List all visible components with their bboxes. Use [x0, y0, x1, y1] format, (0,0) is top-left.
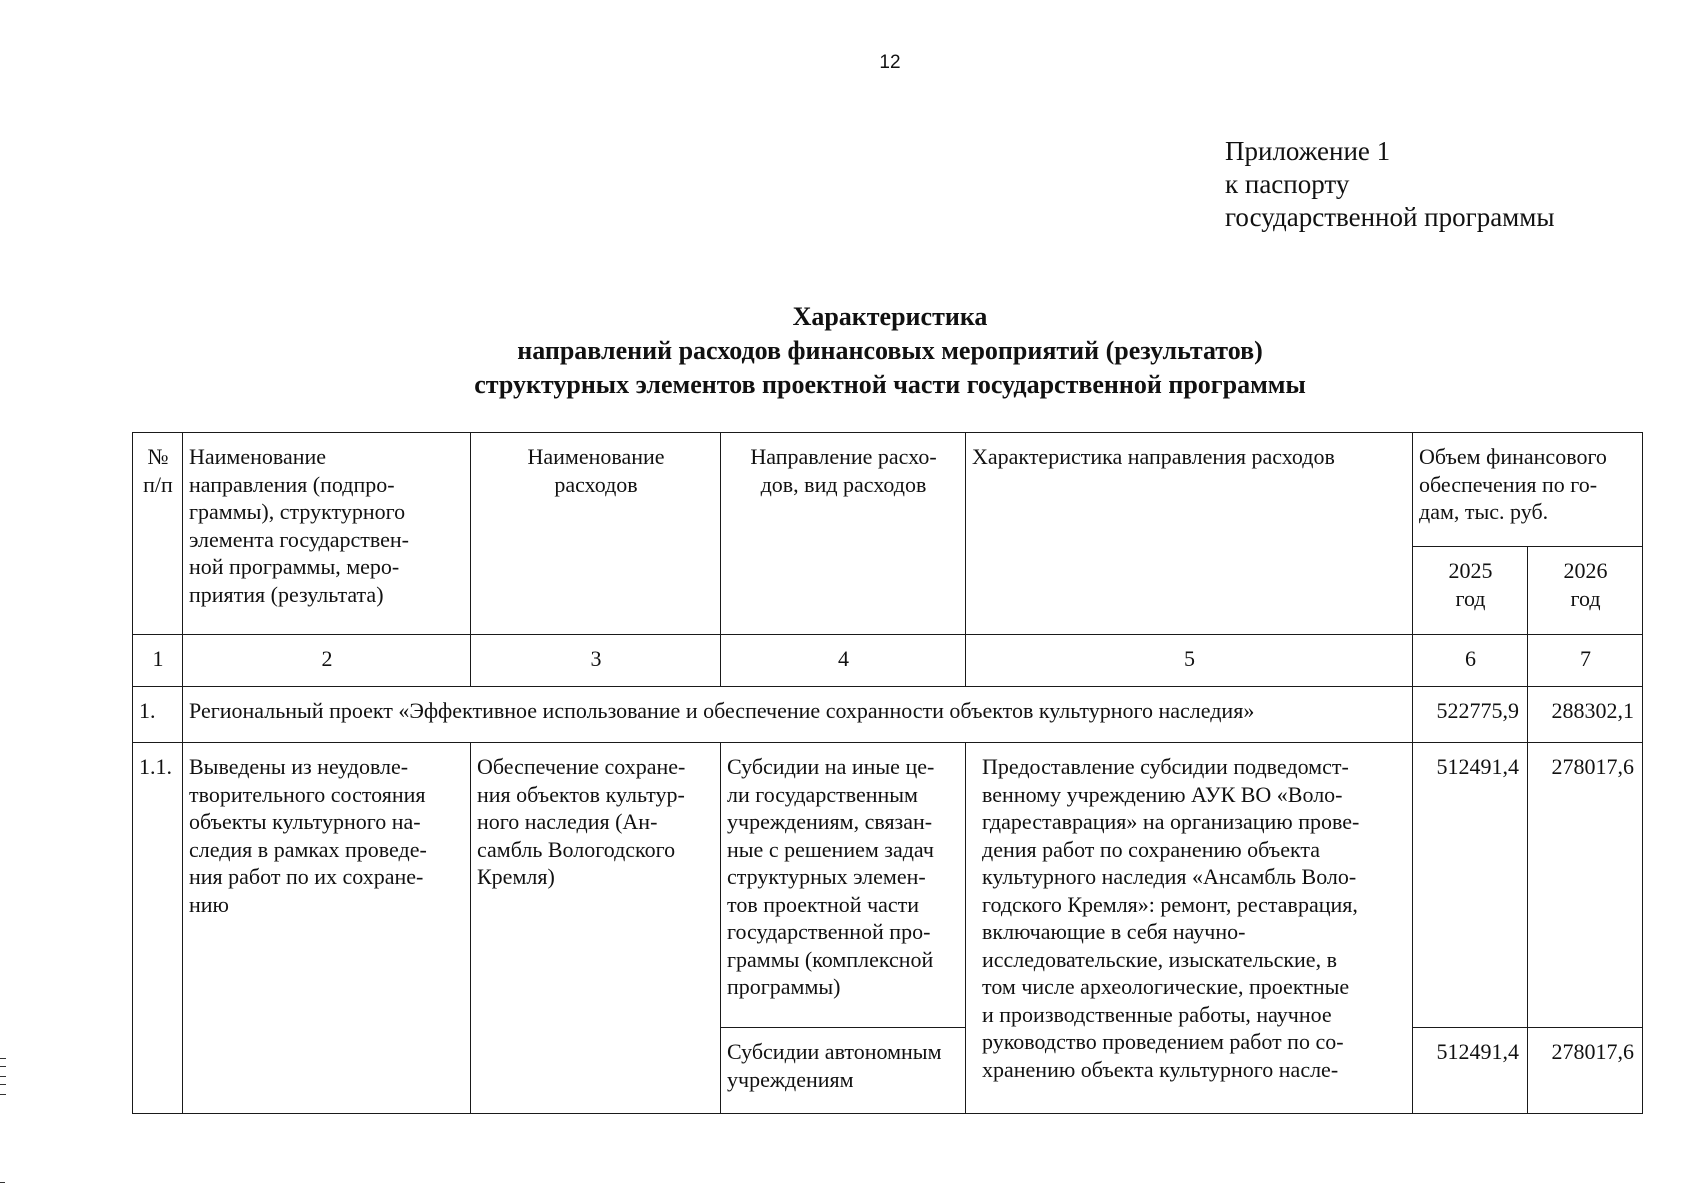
row2-direction-name: Выведены из неудовле- творительного состояния объекты культурного на- следия в рамках проведе- ния работ по их сохране- нию — [183, 743, 471, 1114]
row2-direction-other-purposes: Субсидии на иные це- ли государственным учреждениям, связан- ные с решением задач структурных элемен- тов проектной части государственной про- граммы (комплексной программы) — [721, 743, 966, 1028]
scan-edge-mark — [0, 1066, 6, 1067]
column-number-2: 2 — [183, 635, 471, 687]
header-expense-name: Наименование расходов — [471, 433, 721, 635]
appendix-line-1: Приложение 1 — [1225, 136, 1391, 166]
document-title — [0, 300, 1697, 402]
row1-project-name: Региональный проект «Эффективное использование и обеспечение сохранности объектов культурного наследия» — [183, 687, 1413, 743]
header-direction-name: Наименование направления (подпро- граммы), структурного элемента государствен- ной программы, меро- приятия (результата) — [183, 433, 471, 635]
header-funding-volume: Объем финансового обеспечения по го- дам, тыс. руб. — [1413, 433, 1643, 547]
expenses-table — [132, 432, 1643, 1114]
page-number: 12 — [879, 52, 901, 73]
row2-direction-autonomous: Субсидии автономным учреждениям — [721, 1028, 966, 1114]
row2-expense-name: Обеспечение сохране- ния объектов культур- ного наследия (Ан- самбль Вологодского Кремля) — [471, 743, 721, 1114]
appendix-note — [1225, 135, 1555, 234]
scan-edge-mark — [0, 1094, 6, 1095]
scan-edge-mark — [0, 1058, 6, 1059]
title-line-3: структурных элементов проектной части государственной программы — [474, 370, 1306, 399]
row2-a-amount-2025: 512491,4 — [1413, 743, 1528, 1028]
title-line-1: Характеристика — [792, 302, 988, 331]
row2-number: 1.1. — [133, 743, 183, 1114]
scan-edge-mark — [0, 1182, 5, 1183]
column-number-6: 6 — [1413, 635, 1528, 687]
column-number-4: 4 — [721, 635, 966, 687]
header-number: № п/п — [133, 433, 183, 635]
header-characteristic: Характеристика направления расходов — [966, 433, 1413, 635]
column-number-5: 5 — [966, 635, 1413, 687]
header-expense-direction: Направление расхо- дов, вид расходов — [721, 433, 966, 635]
appendix-line-3: государственной программы — [1225, 202, 1555, 232]
column-number-1: 1 — [133, 635, 183, 687]
row2-b-amount-2025: 512491,4 — [1413, 1028, 1528, 1114]
column-number-7: 7 — [1528, 635, 1643, 687]
column-number-3: 3 — [471, 635, 721, 687]
row1-number: 1. — [133, 687, 183, 743]
appendix-line-2: к паспорту — [1225, 169, 1350, 199]
header-year-2025: 2025 год — [1413, 547, 1528, 635]
scan-edge-mark — [0, 1084, 6, 1085]
row2-b-amount-2026: 278017,6 — [1528, 1028, 1643, 1114]
scan-edge-mark — [0, 1076, 6, 1077]
row2-a-amount-2026: 278017,6 — [1528, 743, 1643, 1028]
row1-amount-2025: 522775,9 — [1413, 687, 1528, 743]
row2-characteristic: Предоставление субсидии подведомст- венному учреждению АУК ВО «Воло- гдареставрация» на организацию прове- дения работ по сохранению объекта культурного наследия «Ансамбль Воло- годского Кремля»: ремонт, реставрация, включающие в себя научно- исследовательские, изыскательские, в том числе археологические, проектные и производственные работы, научное руководство проведением работ по со- хранению объекта культурного насле- — [966, 743, 1413, 1114]
header-year-2026: 2026 год — [1528, 547, 1643, 635]
row1-amount-2026: 288302,1 — [1528, 687, 1643, 743]
title-line-2: направлений расходов финансовых мероприятий (результатов) — [517, 336, 1263, 365]
